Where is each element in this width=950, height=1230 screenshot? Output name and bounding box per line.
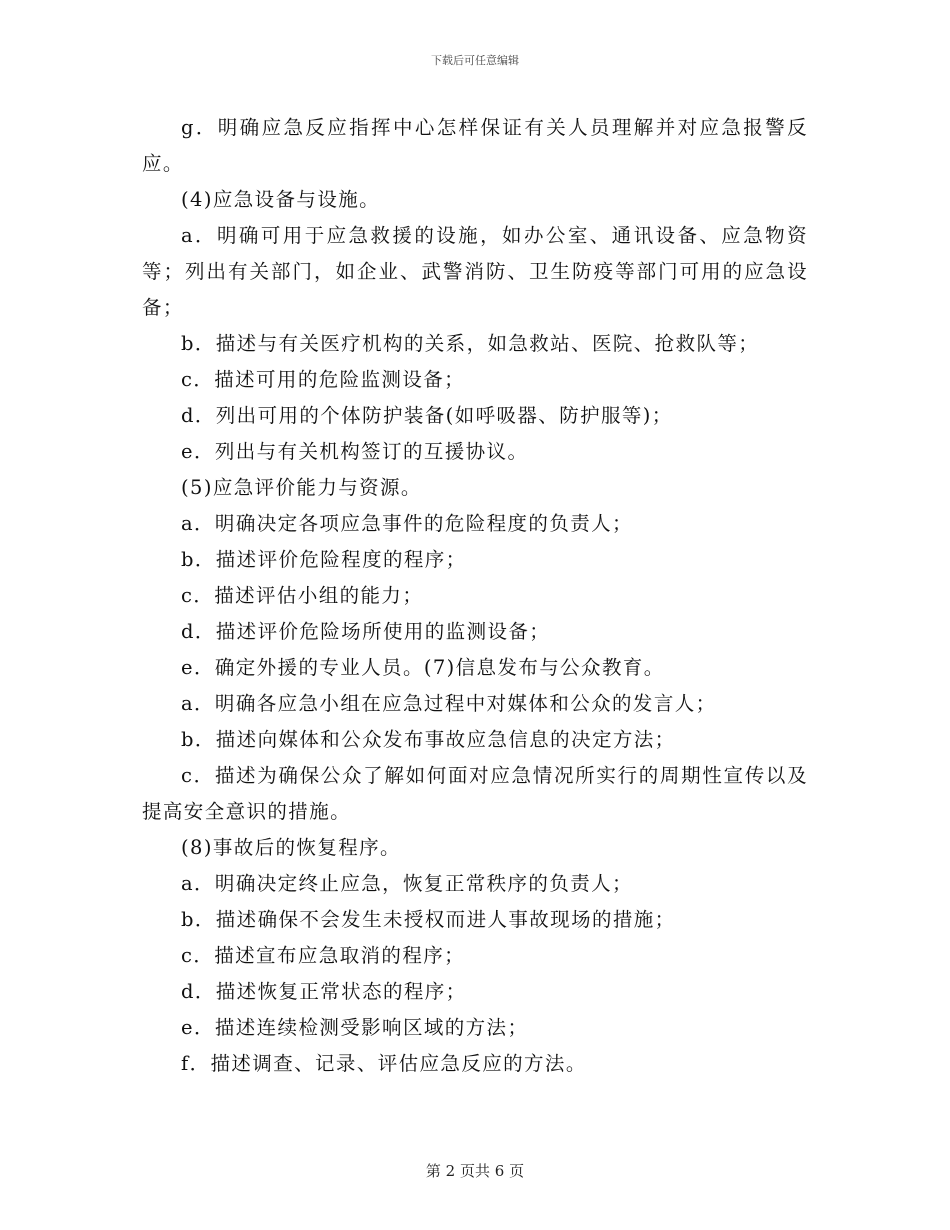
- page-footer: 第 2 页共 6 页: [425, 1162, 525, 1180]
- section-heading: (8)事故后的恢复程序。: [181, 836, 401, 859]
- paragraph: e．列出与有关机构签订的互援协议。: [181, 440, 529, 463]
- paragraph: d．描述恢复正常状态的程序；: [181, 980, 467, 1003]
- paragraph: a．明确各应急小组在应急过程中对媒体和公众的发言人；: [181, 692, 717, 715]
- paragraph: e．描述连续检测受影响区域的方法；: [181, 1016, 529, 1039]
- paragraph: d．列出可用的个体防护装备(如呼吸器、防护服等)；: [181, 404, 673, 427]
- document-body: [142, 110, 808, 1082]
- section-heading: (4)应急设备与设施。: [181, 188, 381, 211]
- paragraph: b．描述向媒体和公众发布事故应急信息的决定方法；: [181, 728, 676, 751]
- paragraph: b．描述与有关医疗机构的关系，如急救站、医院、抢救队等；: [181, 332, 760, 355]
- paragraph: a．明确决定各项应急事件的危险程度的负责人；: [181, 512, 633, 535]
- paragraph: a．明确可用于应急救援的设施，如办公室、通讯设备、应急物资等；列出有关部门，如企业、武警消防、卫生防疫等部门可用的应急设备；: [142, 224, 808, 319]
- section-heading: (5)应急评价能力与资源。: [181, 476, 422, 499]
- paragraph: g．明确应急反应指挥中心怎样保证有关人员理解并对应急报警反应。: [142, 116, 808, 175]
- paragraph: c．描述评估小组的能力；: [181, 584, 424, 607]
- paragraph: c．描述可用的危险监测设备；: [181, 368, 466, 391]
- paragraph: a．明确决定终止应急，恢复正常秩序的负责人；: [181, 872, 633, 895]
- paragraph: b．描述确保不会发生未授权而进人事故现场的措施；: [181, 908, 676, 931]
- paragraph: d．描述评价危险场所使用的监测设备；: [181, 620, 551, 643]
- paragraph: f．描述调查、记录、评估应急反应的方法。: [181, 1052, 587, 1075]
- paragraph: c．描述宣布应急取消的程序；: [181, 944, 466, 967]
- paragraph: b．描述评价危险程度的程序；: [181, 548, 467, 571]
- paragraph: c．描述为确保公众了解如何面对应急情况所实行的周期性宣传以及提高安全意识的措施。: [142, 764, 808, 823]
- paragraph: e．确定外援的专业人员。(7)信息发布与公众教育。: [181, 656, 665, 679]
- page-header: 下载后可任意编辑: [431, 54, 519, 67]
